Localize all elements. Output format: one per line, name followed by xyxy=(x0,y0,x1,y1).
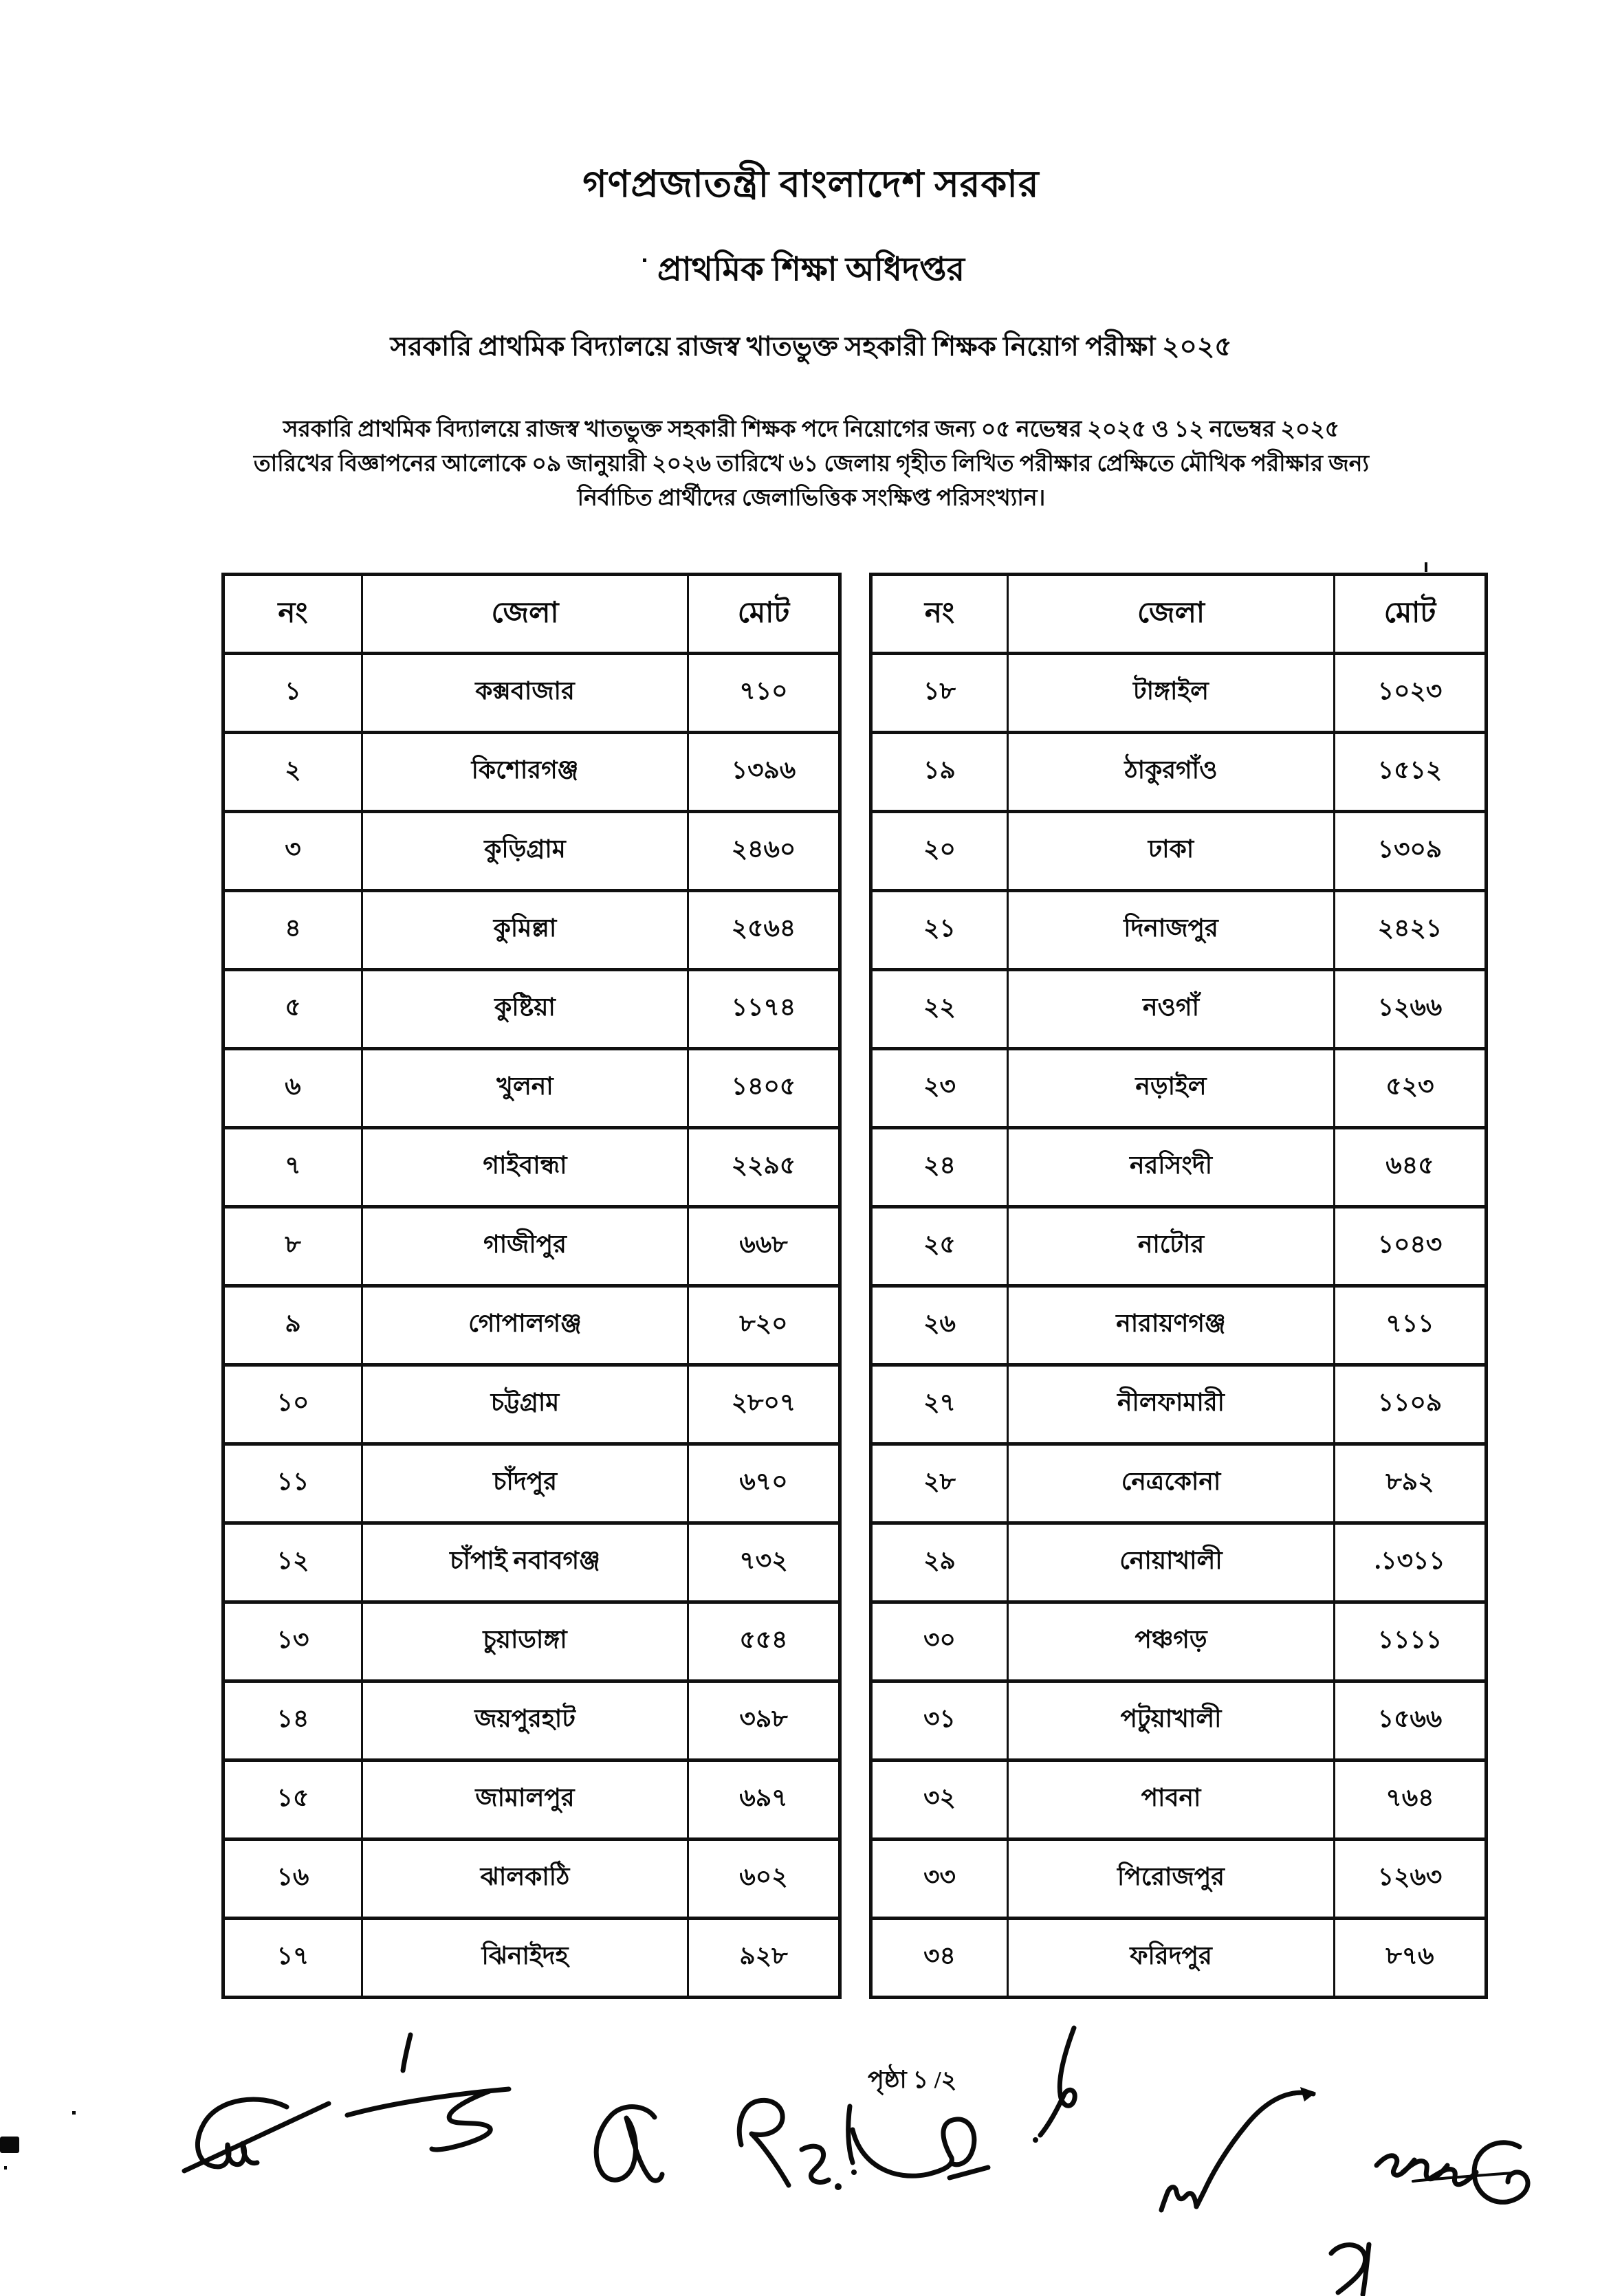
cell-serial: ৫ xyxy=(223,970,362,1049)
cell-total: ৬৯৭ xyxy=(688,1760,840,1840)
table-row xyxy=(223,1365,840,1444)
signature-4 xyxy=(739,2100,842,2190)
col-header-total: মোট xyxy=(688,575,840,654)
table-row xyxy=(871,812,1487,891)
cell-serial: ১৯ xyxy=(871,733,1008,812)
table-row xyxy=(223,654,840,733)
department-title: প্রাথমিক শিক্ষা অধিদপ্তর xyxy=(657,252,965,288)
cell-serial: ২ xyxy=(223,733,362,812)
cell-serial: ২৯ xyxy=(871,1523,1008,1602)
cell-total: ৮৭৬ xyxy=(1335,1919,1487,1998)
table-row xyxy=(871,1523,1487,1602)
cell-district: গোপালগঞ্জ xyxy=(362,1286,688,1365)
cell-district: জামালপুর xyxy=(362,1760,688,1840)
cell-total: ৬৭০ xyxy=(688,1444,840,1523)
table-row xyxy=(223,1207,840,1286)
cell-district: নীলফামারী xyxy=(1008,1365,1335,1444)
table-row xyxy=(223,1760,840,1840)
table-row xyxy=(871,654,1487,733)
table-row xyxy=(871,1365,1487,1444)
table-row xyxy=(871,970,1487,1049)
table-row xyxy=(871,1760,1487,1840)
cell-district: নেত্রকোনা xyxy=(1008,1444,1335,1523)
cell-total: ১২৬৬ xyxy=(1335,970,1487,1049)
cell-serial: ২৬ xyxy=(871,1286,1008,1365)
cell-total: ১৫৬৬ xyxy=(1335,1681,1487,1760)
cell-serial: ৮ xyxy=(223,1207,362,1286)
cell-total: ১০২৩ xyxy=(1335,654,1487,733)
cell-total: ১২৬৩ xyxy=(1335,1840,1487,1919)
district-table-left xyxy=(221,573,842,1999)
cell-serial: ১ xyxy=(223,654,362,733)
cell-total: ১১১১ xyxy=(1335,1602,1487,1681)
cell-serial: ৯ xyxy=(223,1286,362,1365)
cell-district: নারায়ণগঞ্জ xyxy=(1008,1286,1335,1365)
cell-total: ৭১০ xyxy=(688,654,840,733)
cell-district: গাজীপুর xyxy=(362,1207,688,1286)
table-row xyxy=(871,1840,1487,1919)
cell-serial: ২০ xyxy=(871,812,1008,891)
table-row xyxy=(223,1444,840,1523)
table-row xyxy=(871,1602,1487,1681)
table-row xyxy=(223,733,840,812)
cell-total: ১৫১২ xyxy=(1335,733,1487,812)
cell-total: ৮২০ xyxy=(688,1286,840,1365)
scan-speck xyxy=(643,258,646,262)
cell-total: ৬৬৮ xyxy=(688,1207,840,1286)
cell-district: পাবনা xyxy=(1008,1760,1335,1840)
cell-serial: ৩১ xyxy=(871,1681,1008,1760)
table-row xyxy=(223,1602,840,1681)
cell-district: দিনাজপুর xyxy=(1008,891,1335,970)
cell-district: ঝালকাঠি xyxy=(362,1840,688,1919)
cell-district: চুয়াডাঙ্গা xyxy=(362,1602,688,1681)
cell-serial: ২৮ xyxy=(871,1444,1008,1523)
table-row xyxy=(871,1128,1487,1207)
cell-district: খুলনা xyxy=(362,1049,688,1128)
cell-total: ৫২৩ xyxy=(1335,1049,1487,1128)
signature-9 xyxy=(1331,2244,1369,2295)
cell-total: ১১৭৪ xyxy=(688,970,840,1049)
table-row xyxy=(871,1444,1487,1523)
cell-total: ৬০২ xyxy=(688,1840,840,1919)
table-row xyxy=(871,1286,1487,1365)
cell-serial: ১৫ xyxy=(223,1760,362,1840)
cell-total: ৫৫৪ xyxy=(688,1602,840,1681)
cell-serial: ১০ xyxy=(223,1365,362,1444)
table-row xyxy=(223,1840,840,1919)
cell-total: ৬৪৫ xyxy=(1335,1128,1487,1207)
cell-total: ১০৪৩ xyxy=(1335,1207,1487,1286)
cell-total: ২৮০৭ xyxy=(688,1365,840,1444)
cell-district: পটুয়াখালী xyxy=(1008,1681,1335,1760)
cell-district: পঞ্চগড় xyxy=(1008,1602,1335,1681)
cell-total: ২৪২১ xyxy=(1335,891,1487,970)
cell-total: ৩৯৮ xyxy=(688,1681,840,1760)
cell-serial: ৩২ xyxy=(871,1760,1008,1840)
cell-serial: ১৭ xyxy=(223,1919,362,1998)
cell-serial: ৭ xyxy=(223,1128,362,1207)
table-header-row xyxy=(871,575,1487,654)
page-number-label: পৃষ্ঠা ১ /২ xyxy=(868,2066,957,2093)
cell-total: ৮৯২ xyxy=(1335,1444,1487,1523)
cell-serial: ৩ xyxy=(223,812,362,891)
cell-district: কক্সবাজার xyxy=(362,654,688,733)
intro-line-3: নির্বাচিত প্রার্থীদের জেলাভিত্তিক সংক্ষিপ্ত পরিসংখ্যান। xyxy=(577,486,1046,511)
signature-8 xyxy=(1377,2143,1528,2203)
cell-district: গাইবান্ধা xyxy=(362,1128,688,1207)
table-row xyxy=(223,891,840,970)
signature-3 xyxy=(596,2107,662,2181)
cell-serial: ২১ xyxy=(871,891,1008,970)
cell-total: ১৩০৯ xyxy=(1335,812,1487,891)
scan-speck xyxy=(1425,562,1427,572)
cell-serial: ১৬ xyxy=(223,1840,362,1919)
col-header-district: জেলা xyxy=(362,575,688,654)
cell-serial: ২৩ xyxy=(871,1049,1008,1128)
cell-serial: ৩৪ xyxy=(871,1919,1008,1998)
cell-district: পিরোজপুর xyxy=(1008,1840,1335,1919)
cell-district: টাঙ্গাইল xyxy=(1008,654,1335,733)
cell-serial: ৬ xyxy=(223,1049,362,1128)
table-row xyxy=(871,891,1487,970)
cell-serial: ৩০ xyxy=(871,1602,1008,1681)
signatures-overlay xyxy=(0,2007,1622,2296)
cell-total: ২৪৬০ xyxy=(688,812,840,891)
exam-title: সরকারি প্রাথমিক বিদ্যালয়ে রাজস্ব খাতভুক্ত সহকারী শিক্ষক নিয়োগ পরীক্ষা ২০২৫ xyxy=(390,332,1232,362)
cell-total: .১৩১১ xyxy=(1335,1523,1487,1602)
cell-district: নরসিংদী xyxy=(1008,1128,1335,1207)
intro-line-1: সরকারি প্রাথমিক বিদ্যালয়ে রাজস্ব খাতভুক্ত সহকারী শিক্ষক পদে নিয়োগের জন্য ০৫ নভেম্বর ২০২৫ ও ১২ নভেম্বর ২০২৫ xyxy=(283,417,1340,442)
cell-district: কুড়িগ্রাম xyxy=(362,812,688,891)
page-title: গণপ্রজাতন্ত্রী বাংলাদেশ সরকার xyxy=(582,164,1040,205)
district-table-right xyxy=(869,573,1488,1999)
cell-serial: ১২ xyxy=(223,1523,362,1602)
signature-2 xyxy=(347,2035,509,2150)
signature-1 xyxy=(184,2099,329,2171)
table-row xyxy=(871,1681,1487,1760)
table-row xyxy=(223,1128,840,1207)
cell-district: নাটোর xyxy=(1008,1207,1335,1286)
table-row xyxy=(871,1049,1487,1128)
cell-serial: ২২ xyxy=(871,970,1008,1049)
cell-total: ৭৬৪ xyxy=(1335,1760,1487,1840)
table-row xyxy=(223,1681,840,1760)
cell-serial: ১১ xyxy=(223,1444,362,1523)
cell-district: কুষ্টিয়া xyxy=(362,970,688,1049)
table-row xyxy=(871,733,1487,812)
cell-district: কুমিল্লা xyxy=(362,891,688,970)
cell-district: ফরিদপুর xyxy=(1008,1919,1335,1998)
cell-serial: ২৪ xyxy=(871,1128,1008,1207)
cell-total: ৯২৮ xyxy=(688,1919,840,1998)
cell-serial: ১৮ xyxy=(871,654,1008,733)
signature-5 xyxy=(848,2106,988,2178)
table-header-row xyxy=(223,575,840,654)
cell-district: চাঁপাই নবাবগঞ্জ xyxy=(362,1523,688,1602)
table-row xyxy=(223,812,840,891)
cell-total: ৭৩২ xyxy=(688,1523,840,1602)
cell-serial: ২৫ xyxy=(871,1207,1008,1286)
cell-serial: ১৩ xyxy=(223,1602,362,1681)
intro-paragraph xyxy=(206,412,1416,516)
cell-district: নোয়াখালী xyxy=(1008,1523,1335,1602)
cell-serial: ২৭ xyxy=(871,1365,1008,1444)
cell-district: ঝিনাইদহ xyxy=(362,1919,688,1998)
table-row xyxy=(223,1049,840,1128)
table-row xyxy=(223,1919,840,1998)
signature-6 xyxy=(1033,2028,1075,2143)
table-row xyxy=(871,1207,1487,1286)
signature-7 xyxy=(1161,2087,1316,2210)
table-row xyxy=(223,1286,840,1365)
cell-district: নড়াইল xyxy=(1008,1049,1335,1128)
cell-total: ৭১১ xyxy=(1335,1286,1487,1365)
col-header-district: জেলা xyxy=(1008,575,1335,654)
table-row xyxy=(223,1523,840,1602)
table-row xyxy=(223,970,840,1049)
cell-total: ১১০৯ xyxy=(1335,1365,1487,1444)
cell-total: ১৪০৫ xyxy=(688,1049,840,1128)
cell-district: ঢাকা xyxy=(1008,812,1335,891)
cell-serial: ৩৩ xyxy=(871,1840,1008,1919)
intro-line-2: তারিখের বিজ্ঞাপনের আলোকে ০৯ জানুয়ারী ২০২৬ তারিখে ৬১ জেলায় গৃহীত লিখিত পরীক্ষার প্রেক্ষিতে মৌখিক পরীক্ষার জন্য xyxy=(253,452,1370,476)
cell-district: নওগাঁ xyxy=(1008,970,1335,1049)
cell-district: জয়পুরহাট xyxy=(362,1681,688,1760)
table-row xyxy=(871,1919,1487,1998)
cell-district: কিশোরগঞ্জ xyxy=(362,733,688,812)
cell-district: ঠাকুরগাঁও xyxy=(1008,733,1335,812)
cell-total: ২৫৬৪ xyxy=(688,891,840,970)
col-header-total: মোট xyxy=(1335,575,1487,654)
cell-district: চাঁদপুর xyxy=(362,1444,688,1523)
cell-total: ২২৯৫ xyxy=(688,1128,840,1207)
col-header-serial: নং xyxy=(223,575,362,654)
cell-total: ১৩৯৬ xyxy=(688,733,840,812)
col-header-serial: নং xyxy=(871,575,1008,654)
cell-district: চট্টগ্রাম xyxy=(362,1365,688,1444)
cell-serial: ৪ xyxy=(223,891,362,970)
cell-serial: ১৪ xyxy=(223,1681,362,1760)
